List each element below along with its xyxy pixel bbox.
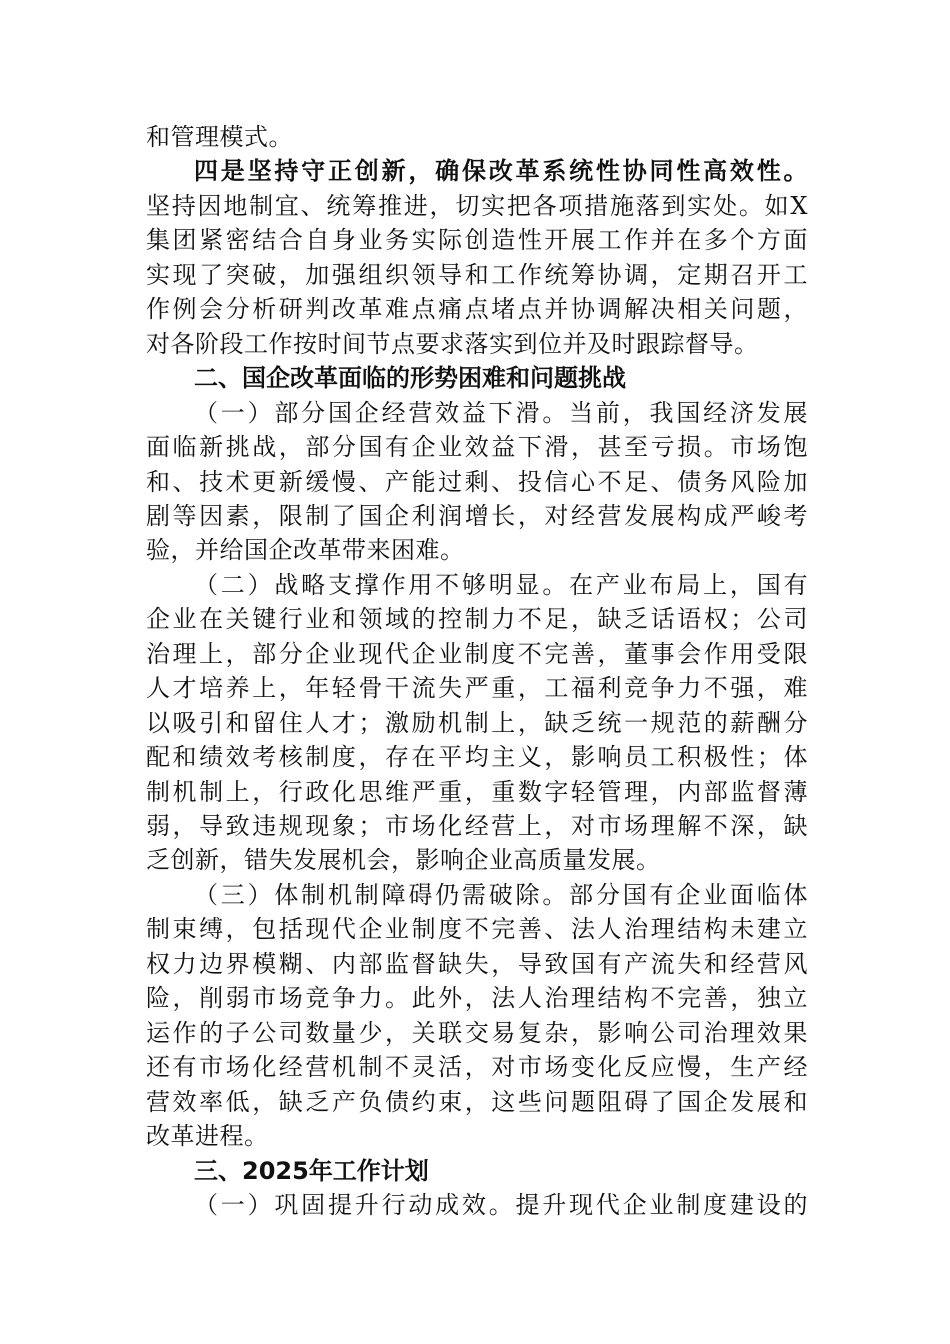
text-line: 弱，导致违规现象；市场化经营上，对市场理解不深，缺 [146, 812, 808, 840]
text-line: 运作的子公司数量少，关联交易复杂，影响公司治理效果 [146, 1019, 808, 1047]
text-line: 和、技术更新缓慢、产能过剩、投信心不足、债务风险加 [146, 468, 808, 496]
text-line: 险，削弱市场竞争力。此外，法人治理结构不完善，独立 [146, 984, 808, 1012]
paragraph-lead-line: 四是坚持守正创新，确保改革系统性协同性高效性。 [194, 156, 808, 185]
text-line: 制机制上，行政化思维严重，重数字轻管理，内部监督薄 [146, 778, 808, 806]
text-line: 配和绩效考核制度，存在平均主义，影响员工积极性；体 [146, 743, 808, 771]
text-line: 还有市场化经营机制不灵活，对市场变化反应慢，生产经 [146, 1053, 808, 1081]
text-line: （二）战略支撑作用不够明显。在产业布局上，国有 [194, 571, 808, 599]
text-line: 权力边界模糊、内部监督缺失，导致国有产流失和经营风 [146, 950, 808, 978]
text-line: 企业在关键行业和领域的控制力不足，缺乏话语权；公司 [146, 605, 808, 633]
text-line: （三）体制机制障碍仍需破除。部分国有企业面临体 [194, 881, 808, 909]
text-line: 面临新挑战，部分国有企业效益下滑，甚至亏损。市场饱 [146, 433, 808, 461]
text-line: 实现了突破，加强组织领导和工作统筹协调，定期召开工 [146, 261, 808, 289]
section-heading: 三、2025年工作计划 [194, 1157, 429, 1185]
text-line: （一）部分国企经营效益下滑。当前，我国经济发展 [194, 399, 808, 427]
text-line: 制束缚，包括现代企业制度不完善、法人治理结构未建立 [146, 915, 808, 943]
text-line: 以吸引和留住人才；激励机制上，缺乏统一规范的薪酬分 [146, 709, 808, 737]
text-line: 乏创新，错失发展机会，影响企业高质量发展。 [146, 846, 661, 874]
text-line: 和管理模式。 [146, 123, 293, 151]
text-line: 剧等因素，限制了国企利润增长，对经营发展构成严峻考 [146, 502, 808, 530]
text-line: 治理上，部分企业现代企业制度不完善，董事会作用受限 [146, 640, 808, 668]
text-line: 坚持因地制宜、统筹推进，切实把各项措施落到实处。如X [146, 192, 808, 220]
section-heading: 二、国企改革面临的形势困难和问题挑战 [194, 364, 626, 392]
text-line: 集团紧密结合自身业务实际创造性开展工作并在多个方面 [146, 226, 808, 254]
text-line: 改革进程。 [146, 1122, 269, 1150]
text-line: （一）巩固提升行动成效。提升现代企业制度建设的 [194, 1191, 808, 1219]
text-line: 验，并给国企改革带来困难。 [146, 536, 465, 564]
text-line: 营效率低，缺乏产负债约束，这些问题阻碍了国企发展和 [146, 1088, 808, 1116]
text-line: 作例会分析研判改革难点痛点堵点并协调解决相关问题， [146, 295, 808, 323]
text-line: 人才培养上，年轻骨干流失严重，工福利竞争力不强，难 [146, 674, 808, 702]
text-line: 对各阶段工作按时间节点要求落实到位并及时跟踪督导。 [146, 330, 759, 358]
